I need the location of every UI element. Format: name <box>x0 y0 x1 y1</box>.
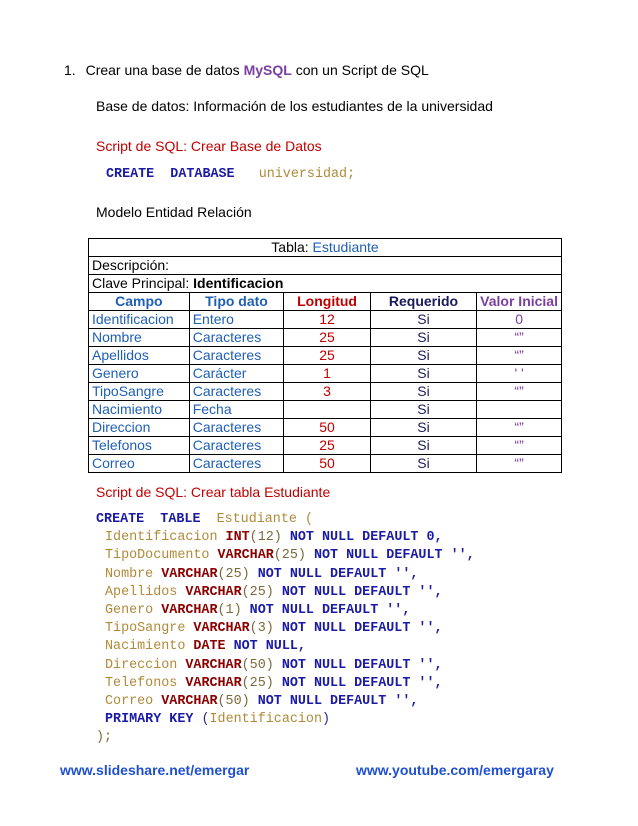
heading <box>64 62 429 78</box>
table-row <box>89 311 562 329</box>
table-row <box>89 419 562 437</box>
cell-longitud <box>284 401 371 419</box>
header-valor: Valor Inicial <box>477 293 562 311</box>
code-db-name: universidad <box>258 167 348 182</box>
cell-tipo: Caracteres <box>189 455 284 473</box>
cell-longitud: 25 <box>284 437 371 455</box>
table-row <box>89 455 562 473</box>
code-line: Telefonos VARCHAR(25) NOT NULL DEFAULT '', <box>105 675 443 691</box>
heading-pre: Crear una base de datos <box>85 62 244 78</box>
cell-valor: “” <box>477 437 562 455</box>
cell-valor <box>477 401 562 419</box>
cell-campo: Correo <box>89 455 190 473</box>
cell-requerido: Si <box>370 383 476 401</box>
code-line: Correo VARCHAR(50) NOT NULL DEFAULT '', <box>105 694 419 710</box>
cell-longitud: 25 <box>284 347 371 365</box>
cell-requerido: Si <box>370 347 476 365</box>
cell-requerido: Si <box>370 311 476 329</box>
estudiante-table <box>88 238 562 473</box>
cell-tipo: Caracteres <box>189 419 284 437</box>
table-description: Descripción: <box>89 257 562 275</box>
cell-tipo: Carácter <box>189 365 284 383</box>
cell-tipo: Caracteres <box>189 347 284 365</box>
cell-longitud: 50 <box>284 419 371 437</box>
cell-valor: “” <box>477 329 562 347</box>
header-requerido: Requerido <box>370 293 476 311</box>
cell-requerido: Si <box>370 419 476 437</box>
cell-campo: Nombre <box>89 329 190 347</box>
cell-requerido: Si <box>370 329 476 347</box>
db-info: Base de datos: Información de los estudiantes de la universidad <box>96 98 493 114</box>
footer-slideshare-link[interactable]: www.slideshare.net/emergar <box>60 762 250 778</box>
cell-tipo: Entero <box>189 311 284 329</box>
cell-valor: ' ' <box>477 365 562 383</box>
code-line: TipoSangre VARCHAR(3) NOT NULL DEFAULT '', <box>105 621 443 637</box>
cell-longitud: 50 <box>284 455 371 473</box>
cell-tipo: Caracteres <box>189 329 284 347</box>
header-campo: Campo <box>89 293 190 311</box>
cell-valor: “” <box>477 347 562 365</box>
code-line: TipoDocumento VARCHAR(25) NOT NULL DEFAULT '', <box>105 548 475 564</box>
mysql-label: MySQL <box>243 62 292 78</box>
create-db-code <box>106 167 355 182</box>
header-tipo: Tipo dato <box>189 293 284 311</box>
cell-tipo: Fecha <box>189 401 284 419</box>
cell-valor: 0 <box>477 311 562 329</box>
code-end: ); <box>96 730 113 746</box>
cell-requerido: Si <box>370 437 476 455</box>
table-row <box>89 401 562 419</box>
cell-valor: “” <box>477 383 562 401</box>
table-row <box>89 437 562 455</box>
cell-campo: Nacimiento <box>89 401 190 419</box>
header-longitud: Longitud <box>284 293 371 311</box>
cell-longitud: 3 <box>284 383 371 401</box>
code-semi: ; <box>347 167 356 182</box>
er-title: Modelo Entidad Relación <box>96 204 252 220</box>
table-row <box>89 383 562 401</box>
code-create: CREATE <box>106 167 155 182</box>
table-row <box>89 365 562 383</box>
code-line: Direccion VARCHAR(50) NOT NULL DEFAULT '', <box>105 657 443 673</box>
table-title: Tabla: Estudiante <box>89 239 562 257</box>
table-row <box>89 347 562 365</box>
cell-campo: Apellidos <box>89 347 190 365</box>
script2-title: Script de SQL: Crear tabla Estudiante <box>96 484 331 500</box>
script1-title: Script de SQL: Crear Base de Datos <box>96 138 322 154</box>
heading-post: con un Script de SQL <box>291 62 429 78</box>
code-line: Nacimiento DATE NOT NULL, <box>105 639 306 655</box>
cell-campo: TipoSangre <box>89 383 190 401</box>
cell-valor: “” <box>477 419 562 437</box>
code-line-0: CREATE TABLE Estudiante ( <box>96 512 314 527</box>
create-table-code <box>96 511 475 748</box>
table-row <box>89 329 562 347</box>
code-database: DATABASE <box>170 167 235 182</box>
cell-longitud: 1 <box>284 365 371 383</box>
code-line: Genero VARCHAR(1) NOT NULL DEFAULT '', <box>105 603 411 619</box>
cell-longitud: 25 <box>284 329 371 347</box>
cell-requerido: Si <box>370 455 476 473</box>
cell-valor: “” <box>477 455 562 473</box>
cell-tipo: Caracteres <box>189 383 284 401</box>
cell-tipo: Caracteres <box>189 437 284 455</box>
code-line: Apellidos VARCHAR(25) NOT NULL DEFAULT '', <box>105 584 443 600</box>
cell-requerido: Si <box>370 365 476 383</box>
footer-youtube-link[interactable]: www.youtube.com/emergaray <box>356 762 554 778</box>
table-pk: Clave Principal: Identificacion <box>89 275 562 293</box>
cell-campo: Direccion <box>89 419 190 437</box>
cell-campo: Identificacion <box>89 311 190 329</box>
code-line: Identificacion INT(12) NOT NULL DEFAULT 0, <box>105 530 443 546</box>
cell-longitud: 12 <box>284 311 371 329</box>
cell-campo: Genero <box>89 365 190 383</box>
cell-campo: Telefonos <box>89 437 190 455</box>
code-pk-line: PRIMARY KEY (Identificacion) <box>105 712 331 728</box>
code-line: Nombre VARCHAR(25) NOT NULL DEFAULT '', <box>105 566 419 582</box>
cell-requerido: Si <box>370 401 476 419</box>
table-header-row <box>89 293 562 311</box>
list-number: 1. <box>64 62 76 78</box>
